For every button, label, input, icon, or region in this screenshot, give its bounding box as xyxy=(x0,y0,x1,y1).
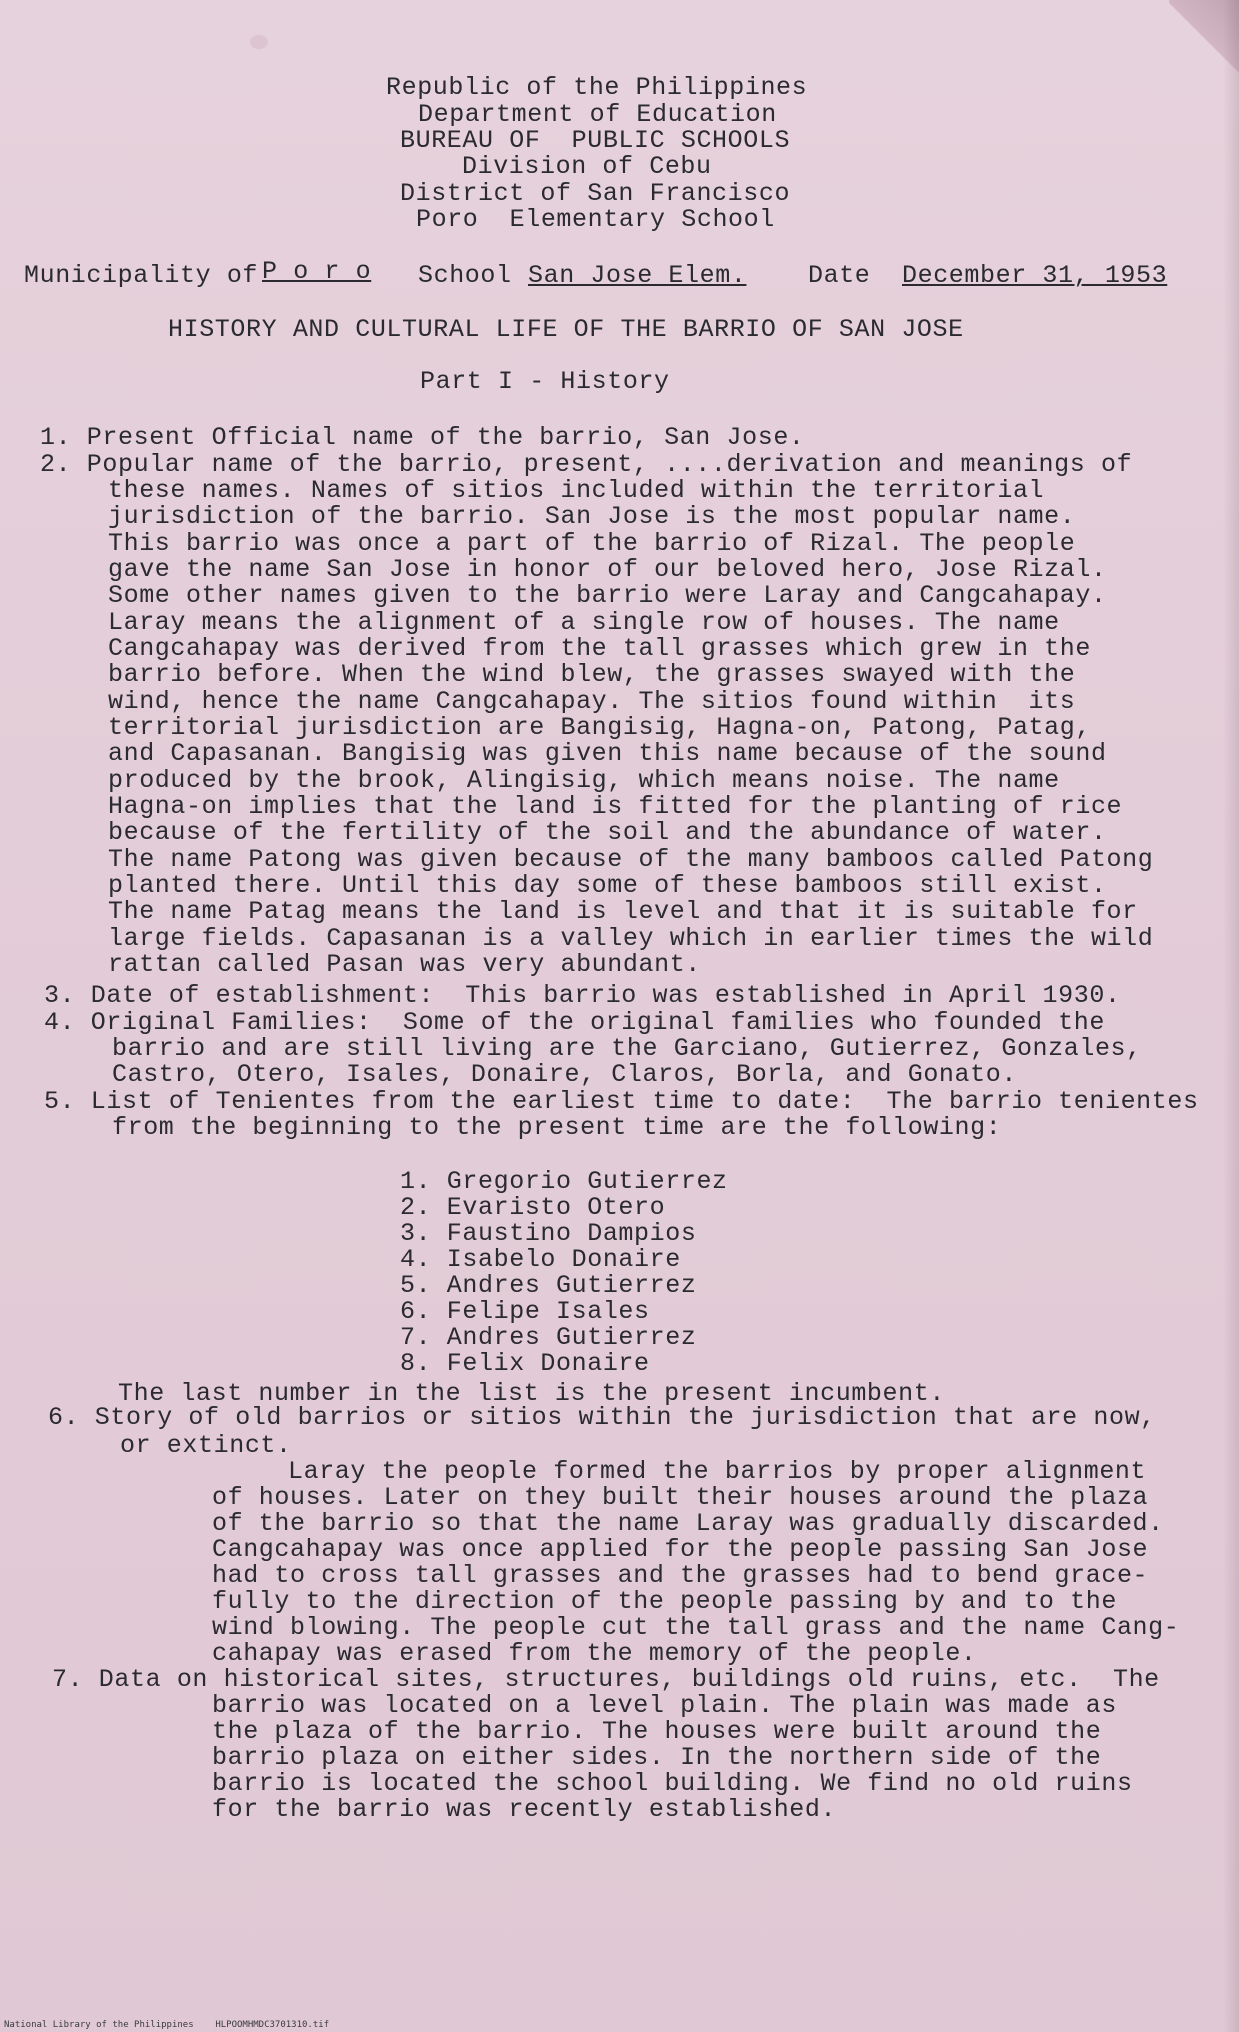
item-2-line: and Capasanan. Bangisig was given this name because of the sound xyxy=(108,739,1107,768)
item-6-line: wind blowing. The people cut the tall grass and the name Cang- xyxy=(212,1613,1180,1642)
item-2-line: gave the name San Jose in honor of our beloved hero, Jose Rizal. xyxy=(108,555,1107,584)
school-value: San Jose Elem. xyxy=(528,261,747,290)
header-line-district: District of San Francisco xyxy=(400,179,791,208)
item-6-line: Laray the people formed the barrios by proper alignment xyxy=(288,1457,1147,1486)
document-title: HISTORY AND CULTURAL LIFE OF THE BARRIO OF SAN JOSE xyxy=(168,315,964,344)
header-line-school: Poro Elementary School xyxy=(416,205,775,234)
item-2-line: large fields. Capasanan is a valley which in earlier times the wild xyxy=(108,924,1154,953)
item-7-line: 7. Data on historical sites, structures, buildings old ruins, etc. The xyxy=(52,1665,1160,1694)
item-4-line: barrio and are still living are the Garciano, Gutierrez, Gonzales, xyxy=(112,1034,1142,1063)
item-7-line: barrio was located on a level plain. The plain was made as xyxy=(212,1691,1117,1720)
item-6-line: fully to the direction of the people passing by and to the xyxy=(212,1587,1117,1616)
item-6-line: 6. Story of old barrios or sitios within the jurisdiction that are now, xyxy=(48,1403,1156,1432)
item-6-line: or extinct. xyxy=(120,1431,292,1460)
item-6-line: of the barrio so that the name Laray was gradually discarded. xyxy=(212,1509,1164,1538)
item-4-line: 4. Original Families: Some of the original families who founded the xyxy=(44,1008,1105,1037)
item-1: 1. Present Official name of the barrio, San Jose. xyxy=(40,423,805,452)
teniente-item: 7. Andres Gutierrez xyxy=(400,1323,697,1352)
tenientes-note: The last number in the list is the present incumbent. xyxy=(118,1379,945,1408)
item-2-line: territorial jurisdiction are Bangisig, Hagna-on, Patong, Patag, xyxy=(108,713,1091,742)
item-2-line: because of the fertility of the soil and the abundance of water. xyxy=(108,818,1107,847)
item-6-line: of houses. Later on they built their houses around the plaza xyxy=(212,1483,1149,1512)
item-2-line: Cangcahapay was derived from the tall grasses which grew in the xyxy=(108,634,1091,663)
part-title: Part I - History xyxy=(420,367,670,396)
item-2-line: 2. Popular name of the barrio, present, ....derivation and meanings of xyxy=(40,450,1133,479)
item-2-line: planted there. Until this day some of these bamboos still exist. xyxy=(108,871,1107,900)
item-6-line: Cangcahapay was once applied for the people passing San Jose xyxy=(212,1535,1149,1564)
teniente-item: 6. Felipe Isales xyxy=(400,1297,650,1326)
item-2-line: The name Patong was given because of the many bamboos called Patong xyxy=(108,845,1154,874)
item-5-line: 5. List of Tenientes from the earliest time to date: The barrio tenientes xyxy=(44,1087,1199,1116)
item-7-line: barrio plaza on either sides. In the northern side of the xyxy=(212,1743,1102,1772)
item-2-line: barrio before. When the wind blew, the grasses swayed with the xyxy=(108,660,1076,689)
item-2-line: these names. Names of sitios included within the territorial xyxy=(108,476,1045,505)
scan-footer: National Library of the Philippines HLPOOMHMDC3701310.tif xyxy=(4,2020,330,2030)
item-6-line: had to cross tall grasses and the grasses had to bend grace- xyxy=(212,1561,1149,1590)
teniente-item: 3. Faustino Dampios xyxy=(400,1219,697,1248)
item-7-line: the plaza of the barrio. The houses were built around the xyxy=(212,1717,1102,1746)
header-line-bureau: BUREAU OF PUBLIC SCHOOLS xyxy=(400,126,791,155)
item-2-line: This barrio was once a part of the barrio of Rizal. The people xyxy=(108,529,1076,558)
teniente-item: 1. Gregorio Gutierrez xyxy=(400,1167,728,1196)
teniente-item: 2. Evaristo Otero xyxy=(400,1193,666,1222)
municipality-label: Municipality of xyxy=(24,261,259,290)
item-4-line: Castro, Otero, Isales, Donaire, Claros, Borla, and Gonato. xyxy=(112,1060,1017,1089)
item-2-line: Hagna-on implies that the land is fitted for the planting of rice xyxy=(108,792,1123,821)
teniente-item: 5. Andres Gutierrez xyxy=(400,1271,697,1300)
header-line-department: Department of Education xyxy=(418,100,777,129)
date-value: December 31, 1953 xyxy=(902,261,1168,290)
item-7-line: for the barrio was recently established. xyxy=(212,1795,837,1824)
item-2-line: Some other names given to the barrio were Laray and Cangcahapay. xyxy=(108,581,1107,610)
page-edge-shadow xyxy=(1223,0,1239,2032)
teniente-item: 4. Isabelo Donaire xyxy=(400,1245,681,1274)
item-2-line: The name Patag means the land is level and that it is suitable for xyxy=(108,897,1138,926)
header-line-republic: Republic of the Philippines xyxy=(386,73,808,102)
item-3: 3. Date of establishment: This barrio was established in April 1930. xyxy=(44,981,1121,1010)
item-2-line: wind, hence the name Cangcahapay. The sitios found within its xyxy=(108,687,1076,716)
item-2-line: Laray means the alignment of a single row of houses. The name xyxy=(108,608,1060,637)
item-6-line: cahapay was erased from the memory of the people. xyxy=(212,1639,977,1668)
municipality-value: P o r o xyxy=(262,257,372,286)
item-5-line: from the beginning to the present time are the following: xyxy=(112,1113,1002,1142)
school-label: School xyxy=(418,261,512,290)
item-2-line: produced by the brook, Alingisig, which means noise. The name xyxy=(108,766,1060,795)
header-line-division: Division of Cebu xyxy=(462,152,712,181)
item-7-line: barrio is located the school building. We find no old ruins xyxy=(212,1769,1133,1798)
item-2-line: rattan called Pasan was very abundant. xyxy=(108,950,701,979)
item-2-line: jurisdiction of the barrio. San Jose is the most popular name. xyxy=(108,502,1076,531)
smudge xyxy=(250,35,268,49)
date-label: Date xyxy=(808,261,871,290)
teniente-item: 8. Felix Donaire xyxy=(400,1349,650,1378)
